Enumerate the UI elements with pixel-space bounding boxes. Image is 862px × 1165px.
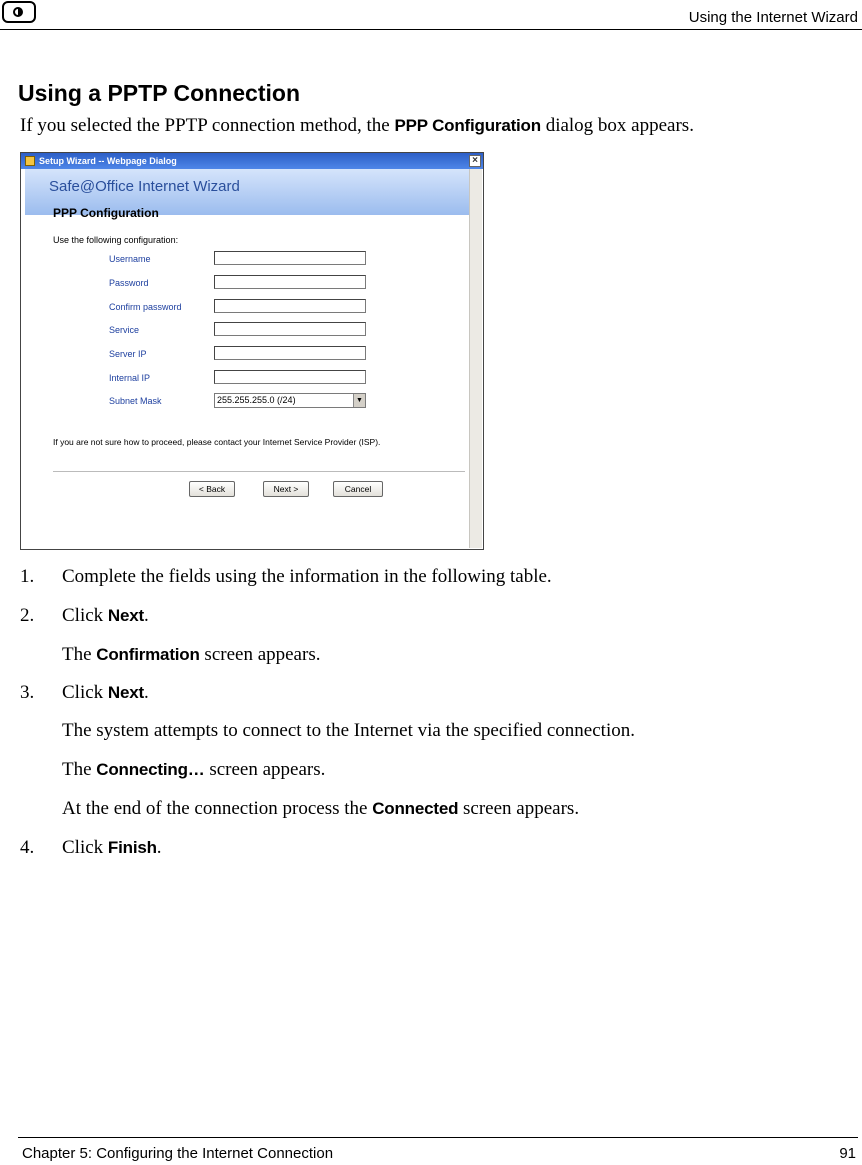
dialog-divider: [53, 471, 465, 472]
step-4-text: Click Finish.: [62, 837, 162, 858]
close-icon[interactable]: ×: [469, 155, 481, 167]
footer-page-number: 91: [839, 1145, 856, 1162]
ui-term-finish: Finish: [107, 838, 157, 857]
step-3-text: Click Next.: [62, 682, 149, 703]
ui-term-next-2: Next: [107, 683, 144, 702]
step-2-result: The Confirmation screen appears.: [62, 644, 321, 665]
dialog-titlebar: [21, 153, 483, 169]
server-ip-label: Server IP: [109, 349, 147, 359]
confirm-password-field[interactable]: [214, 299, 366, 313]
internal-ip-field[interactable]: [214, 370, 366, 384]
step-3-line-2: The Connecting… screen appears.: [62, 759, 326, 780]
step-3-line-1: The system attempts to connect to the Internet via the specified connection.: [62, 720, 635, 741]
password-field[interactable]: [214, 275, 366, 289]
running-header-title: Using the Internet Wizard: [688, 9, 858, 26]
step-2-number: 2.: [20, 605, 35, 626]
step-4-number: 4.: [20, 837, 35, 858]
ui-term-connected: Connected: [372, 799, 459, 818]
ui-term-connecting: Connecting…: [96, 760, 205, 779]
dialog-scrollbar[interactable]: [469, 169, 482, 548]
next-button[interactable]: Next >: [263, 481, 309, 497]
username-field[interactable]: [214, 251, 366, 265]
confirm-password-label: Confirm password: [109, 302, 182, 312]
step-1-text: Complete the fields using the information in the following table.: [62, 566, 552, 587]
check-point-logo-icon: [2, 1, 36, 23]
username-label: Username: [109, 254, 151, 264]
webpage-dialog-icon: [25, 156, 35, 166]
footer-chapter: Chapter 5: Configuring the Internet Connection: [22, 1145, 334, 1162]
ui-term-next: Next: [107, 606, 144, 625]
section-title: Using a PPTP Connection: [18, 80, 300, 106]
subnet-mask-value: 255.255.255.0 (/24): [217, 395, 296, 405]
subnet-mask-select[interactable]: [214, 393, 366, 408]
dialog-window-title: Setup Wizard -- Webpage Dialog: [39, 156, 177, 166]
ppp-configuration-dialog-screenshot: [20, 152, 484, 550]
server-ip-field[interactable]: [214, 346, 366, 360]
cancel-button[interactable]: Cancel: [333, 481, 383, 497]
intro-paragraph: If you selected the PPTP connection method, the PPP Configuration dialog box appears.: [20, 115, 694, 136]
footer-rule: [18, 1137, 858, 1138]
chevron-down-icon[interactable]: ▼: [353, 394, 365, 407]
password-label: Password: [109, 278, 149, 288]
service-label: Service: [109, 325, 140, 335]
service-field[interactable]: [214, 322, 366, 336]
step-3-line-3: At the end of the connection process the Connected screen appears.: [62, 798, 580, 819]
step-3-number: 3.: [20, 682, 35, 703]
internal-ip-label: Internal IP: [109, 373, 151, 383]
step-1-number: 1.: [20, 566, 35, 587]
use-following-label: Use the following configuration:: [53, 235, 179, 245]
step-2-text: Click Next.: [62, 605, 149, 626]
dialog-heading: PPP Configuration: [53, 206, 159, 220]
ui-term-confirmation: Confirmation: [96, 645, 200, 664]
wizard-banner-title: Safe@Office Internet Wizard: [49, 178, 240, 195]
ui-term-ppp-configuration: PPP Configuration: [394, 116, 541, 135]
header-rule: [0, 29, 862, 30]
back-button[interactable]: < Back: [189, 481, 235, 497]
isp-help-note: If you are not sure how to proceed, please contact your Internet Service Provider (ISP).: [53, 437, 381, 447]
subnet-mask-label: Subnet Mask: [109, 396, 162, 406]
